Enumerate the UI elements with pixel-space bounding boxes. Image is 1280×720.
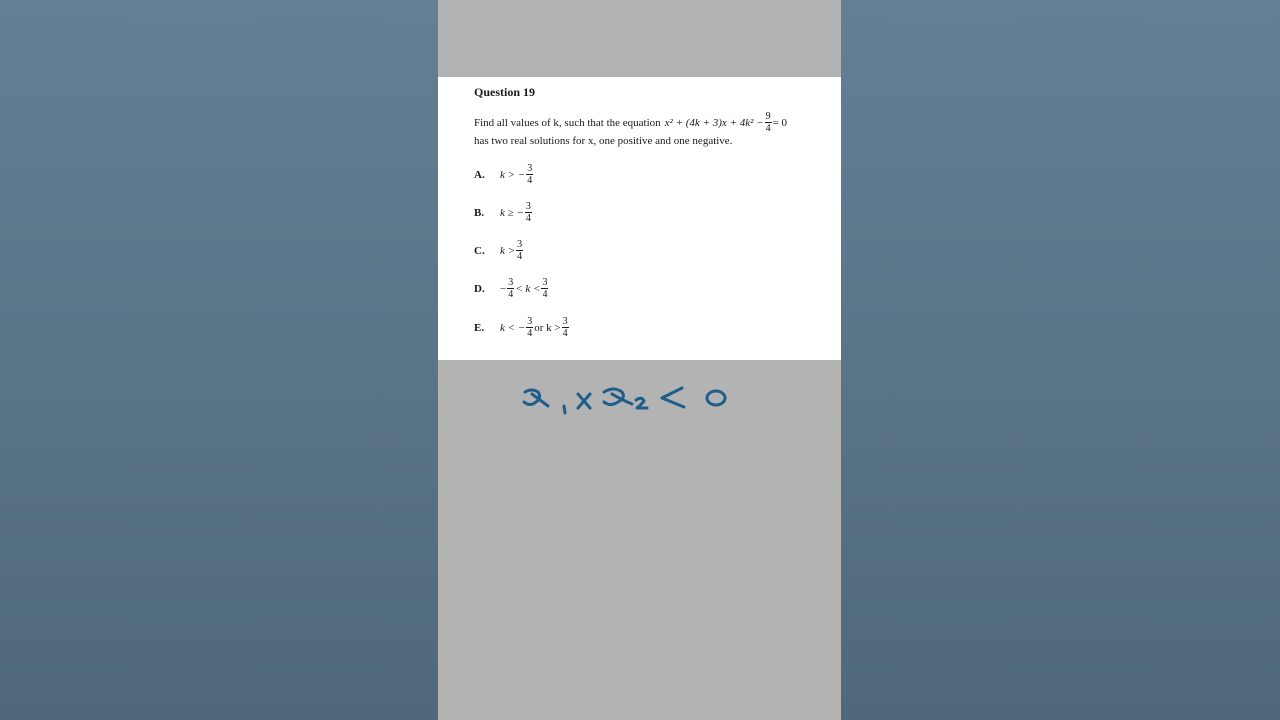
option-text: k < − [500, 321, 526, 334]
fraction-numerator: 3 [517, 239, 523, 250]
question-card [438, 77, 841, 360]
option-c[interactable] [474, 239, 524, 262]
equation [665, 111, 787, 134]
option-expression [500, 163, 534, 186]
option-text: k > [500, 244, 516, 257]
option-a[interactable] [474, 163, 534, 186]
option-text-mid: < k < [515, 282, 541, 295]
option-text: k ≥ − [500, 206, 524, 219]
equation-main: x² + (4k + 3)x + 4k² − [664, 116, 764, 129]
option-letter: B. [474, 206, 485, 219]
fraction-denominator: 4 [527, 328, 533, 339]
fraction-denominator: 4 [542, 289, 548, 300]
equation-tail: = 0 [772, 116, 788, 129]
option-text-mid: or k > [534, 321, 561, 334]
option-expression [500, 239, 524, 262]
option-fraction-2 [562, 316, 569, 339]
option-d[interactable] [474, 277, 549, 300]
option-fraction-2 [541, 277, 548, 300]
fraction-denominator: 4 [525, 213, 531, 224]
fraction-numerator: 3 [527, 163, 533, 174]
question-title: Question 19 [474, 85, 536, 99]
option-b[interactable] [474, 201, 533, 224]
fraction-numerator: 9 [765, 111, 771, 122]
option-letter: A. [474, 168, 485, 181]
option-letter: C. [474, 244, 485, 257]
equation-fraction [765, 111, 772, 134]
fraction-denominator: 4 [765, 123, 771, 134]
option-fraction [525, 201, 532, 224]
option-fraction [526, 316, 533, 339]
option-expression [500, 277, 549, 300]
question-line-2: has two real solutions for x, one positive and one negative. [474, 135, 733, 147]
option-expression [500, 316, 570, 339]
fraction-denominator: 4 [517, 251, 523, 262]
fraction-numerator: 3 [562, 316, 568, 327]
fraction-denominator: 4 [508, 289, 514, 300]
option-text: k > − [500, 168, 526, 181]
fraction-numerator: 3 [527, 316, 533, 327]
option-letter: D. [474, 282, 485, 295]
fraction-numerator: 3 [508, 277, 514, 288]
handwritten-annotation [520, 380, 730, 420]
fraction-numerator: 3 [542, 277, 548, 288]
question-line-1 [474, 111, 787, 134]
question-prompt: Find all values of k, such that the equation [474, 116, 661, 129]
option-expression [500, 201, 533, 224]
phone-screen [438, 0, 841, 720]
option-e[interactable] [474, 316, 570, 339]
option-fraction [526, 163, 533, 186]
fraction-numerator: 3 [525, 201, 531, 212]
fraction-denominator: 4 [562, 328, 568, 339]
fraction-denominator: 4 [527, 175, 533, 186]
option-text: − [500, 282, 507, 295]
option-letter: E. [474, 321, 485, 334]
option-fraction [516, 239, 523, 262]
option-fraction [507, 277, 514, 300]
